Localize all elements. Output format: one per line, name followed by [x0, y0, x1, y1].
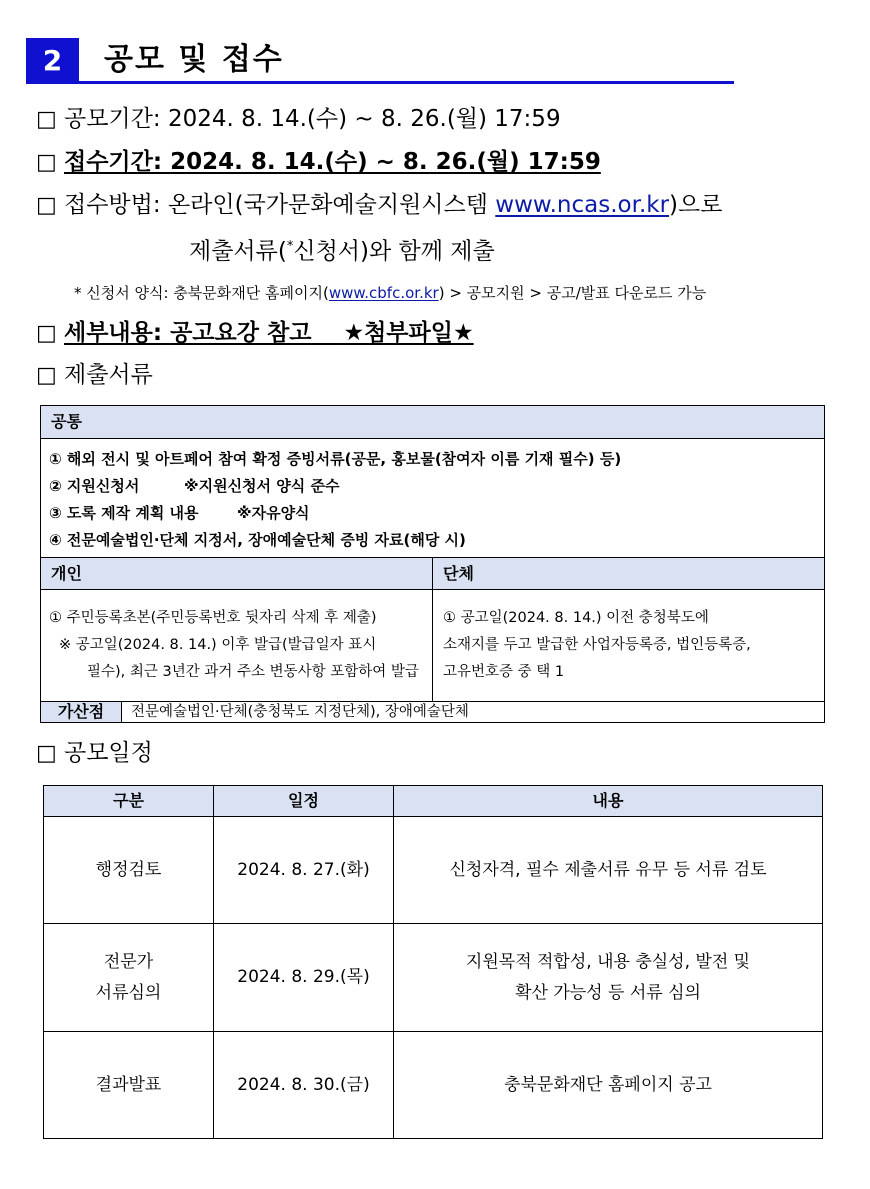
bonus-text: 전문예술법인·단체(충청북도 지정단체), 장애예술단체 [131, 704, 469, 720]
column-header: 일정 [214, 786, 393, 816]
checkbox-icon: □ [36, 107, 57, 132]
group-line: 고유번호증 중 택 1 [443, 664, 565, 680]
common-header: 공통 [41, 406, 824, 439]
checkbox-icon: □ [36, 363, 57, 388]
reception-label: 접수기간: [64, 149, 163, 175]
section-title: 공모 및 접수 [104, 42, 284, 77]
group-line: 소재지를 두고 발급한 사업자등록증, 법인등록증, [443, 637, 751, 653]
table-cell-date: 2024. 8. 27.(화) [237, 859, 370, 880]
group-header: 단체 [433, 558, 824, 590]
note-suffix: ) > 공모지원 > 공고/발표 다운로드 가능 [438, 284, 707, 302]
attachment-link[interactable]: ★첨부파일★ [343, 320, 474, 346]
table-cell-category: 행정검토 [95, 859, 162, 880]
schedule-heading-text: 공모일정 [64, 740, 153, 766]
method-value: 온라인(국가문화예술지원시스템 [167, 192, 488, 218]
common-item [49, 473, 621, 500]
ncas-link[interactable]: www.ncas.or.kr [495, 192, 670, 218]
table-cell-category: 전문가 서류심의 [95, 951, 162, 1003]
details-label: 세부내용: [64, 320, 163, 346]
table-cell-date: 2024. 8. 29.(목) [237, 967, 370, 987]
common-item-note: ※자유양식 [237, 504, 310, 522]
bonus-label: 가산점 [41, 702, 121, 722]
individual-line: ※ 공고일(2024. 8. 14.) 이후 발급(발급일자 표시 [59, 637, 377, 653]
schedule-heading [36, 738, 153, 769]
common-items [49, 446, 621, 554]
individual-line: ① 주민등록초본(주민등록번호 뒷자리 삭제 후 제출) [49, 610, 377, 626]
method-line2-sup: * [286, 239, 294, 254]
cbfc-link[interactable]: www.cbfc.or.kr [328, 284, 439, 302]
common-item-text: ④ 전문예술법인·단체 지정서, 장애예술단체 증빙 자료(해당 시) [49, 531, 466, 549]
divider [432, 558, 433, 701]
details-value: 공고요강 참고 [170, 320, 312, 346]
method-line [36, 190, 722, 221]
form-note [74, 282, 706, 303]
column-header: 내용 [394, 786, 822, 816]
divider [121, 702, 122, 722]
table-cell-content: 지원목적 적합성, 내용 충실성, 발전 및 확산 가능성 등 서류 심의 [465, 951, 751, 1003]
checkbox-icon: □ [36, 321, 57, 346]
method-line-2 [189, 232, 495, 267]
common-item-text: ③ 도록 제작 계획 내용 [49, 504, 199, 522]
common-item [49, 500, 621, 527]
common-item [49, 446, 621, 473]
table-cell-category: 결과발표 [95, 1074, 162, 1095]
period-line [36, 104, 561, 135]
table-cell-content: 신청자격, 필수 제출서류 유무 등 서류 검토 [449, 859, 767, 880]
common-item-text: ① 해외 전시 및 아트페어 참여 확정 증빙서류(공문, 홍보물(참여자 이름 기재 필수) 등) [49, 450, 622, 468]
details-line [36, 318, 474, 349]
section-header [26, 30, 734, 84]
common-item-text: ② 지원신청서 [49, 477, 140, 495]
checkbox-icon: □ [36, 193, 57, 218]
common-item [49, 527, 621, 554]
documents-heading [36, 360, 153, 391]
reception-line [36, 147, 601, 178]
method-line2-b: 신청서)와 함께 제출 [293, 238, 495, 265]
group-line: ① 공고일(2024. 8. 14.) 이전 충청북도에 [443, 610, 709, 626]
checkbox-icon: □ [36, 150, 57, 175]
period-value: 2024. 8. 14.(수) ~ 8. 26.(월) 17:59 [167, 106, 561, 132]
individual-line: 필수), 최근 3년간 과거 주소 변동사항 포함하여 발급 [87, 664, 419, 680]
documents-heading-text: 제출서류 [64, 362, 153, 388]
note-prefix: * 신청서 양식: 충북문화재단 홈페이지( [74, 284, 329, 302]
column-header: 구분 [44, 786, 213, 816]
table-cell-content: 충북문화재단 홈페이지 공고 [504, 1074, 712, 1095]
section-number: 2 [26, 38, 79, 83]
common-item-note: ※지원신청서 양식 준수 [184, 477, 340, 495]
method-suffix: )으로 [669, 192, 723, 218]
method-label: 접수방법: [64, 192, 161, 218]
reception-value: 2024. 8. 14.(수) ~ 8. 26.(월) 17:59 [170, 149, 601, 175]
section-underline [26, 81, 734, 84]
documents-table [40, 405, 825, 723]
period-label: 공모기간: [64, 106, 161, 132]
table-cell-date: 2024. 8. 30.(금) [237, 1074, 370, 1095]
individual-header: 개인 [41, 558, 432, 590]
checkbox-icon: □ [36, 741, 57, 766]
method-line2-a: 제출서류( [189, 238, 287, 265]
schedule-table [43, 785, 823, 1139]
